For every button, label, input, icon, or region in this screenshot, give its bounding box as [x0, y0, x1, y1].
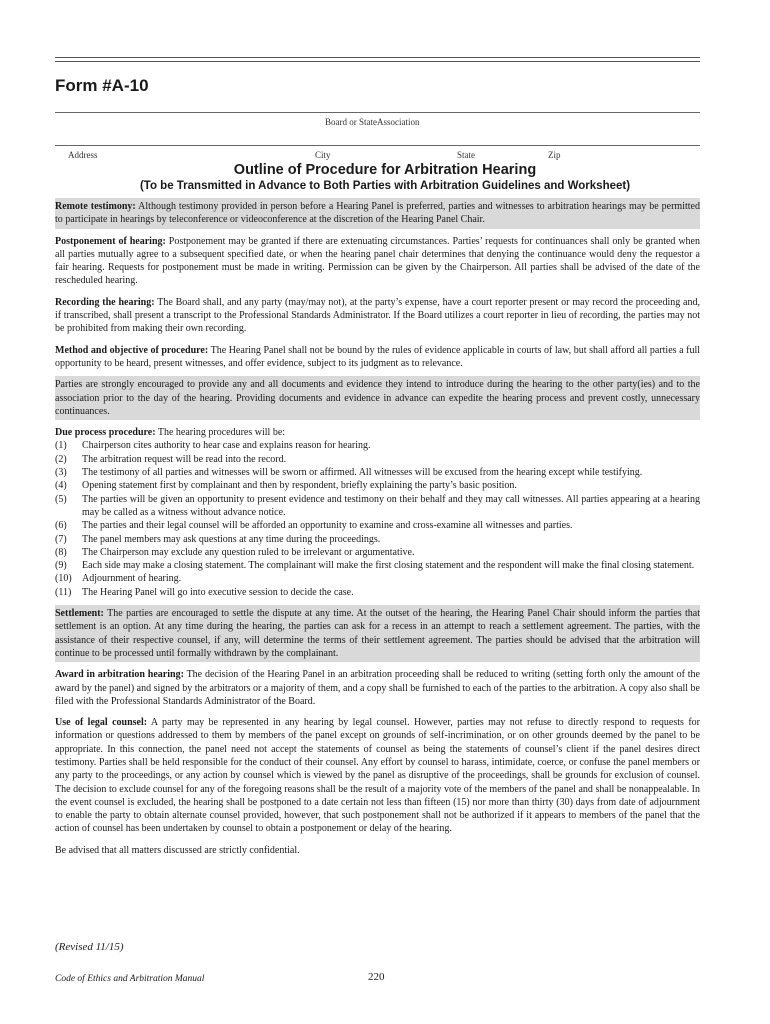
step-number: (8) — [55, 546, 67, 558]
recording-section — [55, 294, 700, 338]
address-field-label: Address — [68, 150, 98, 160]
main-title: Outline of Procedure for Arbitration Hearing — [233, 162, 537, 178]
settlement-text: The parties are encouraged to settle the dispute at any time. At the outset of the hearing, the Hearing Panel Chair should inform the parties that settlement is an option. At any time during the hearing, the parties can ask for a recess in an attempt to reach a settlement agreement. The parties, with the assistance of their respective counsel, if any, will determine the terms of their settlement agreement. The parties should be advised that the arbitration will continue to be processed until formally withdrawn by the complainant. — [55, 608, 700, 659]
step-number: (5) — [55, 493, 67, 505]
step-item — [55, 546, 700, 559]
method-heading: Method and objective of procedure: — [55, 344, 209, 356]
encourage-section — [55, 376, 700, 420]
step-item — [55, 439, 700, 452]
remote-testimony-section — [55, 198, 700, 229]
procedure-content — [55, 198, 700, 863]
board-field-label: Board or StateAssociation — [325, 117, 420, 127]
form-title: Form #A-10 — [55, 76, 149, 95]
method-text: The Hearing Panel shall not be bound by the rules of evidence applicable in courts of law, but shall afford all parties a full opportunity to be heard, present witnesses, and offer evidence, subject to its judgment as to relevance. — [55, 344, 700, 369]
city-field-label: City — [315, 150, 331, 160]
postponement-section — [55, 233, 700, 290]
award-heading: Award in arbitration hearing: — [55, 669, 184, 681]
step-item — [55, 453, 700, 466]
address-field-line[interactable] — [55, 145, 700, 146]
step-text: Opening statement first by complainant and then by respondent, briefly explaining the party’s basic position. — [82, 480, 517, 492]
step-number: (3) — [55, 467, 67, 479]
step-text: The parties and their legal counsel will be afforded an opportunity to examine and cross-examine all witnesses and parties. — [82, 520, 573, 532]
legal-counsel-section — [55, 714, 700, 838]
step-number: (6) — [55, 520, 67, 532]
confidential-section — [55, 842, 700, 859]
step-text: Each side may make a closing statement. The complainant will make the first closing statement and the respondent will make the final closing statement. — [82, 560, 695, 572]
due-process-steps — [55, 439, 700, 599]
confidential-text: Be advised that all matters discussed are strictly confidential. — [55, 844, 300, 856]
step-item — [55, 519, 700, 532]
step-number: (10) — [55, 573, 72, 585]
remote-testimony-text: Although testimony provided in person before a Hearing Panel is preferred, parties and witnesses to arbitration hearings may be permitted to participate in hearings by teleconference or videoconference at the discretion of the Hearing Panel Chair. — [55, 201, 700, 226]
method-section — [55, 342, 700, 373]
step-text: The arbitration request will be read into the record. — [82, 453, 287, 465]
award-section — [55, 666, 700, 710]
step-text: The panel members may ask questions at any time during the proceedings. — [82, 533, 381, 545]
manual-title: Code of Ethics and Arbitration Manual — [55, 974, 205, 984]
settlement-section — [55, 605, 700, 662]
page-number: 220 — [368, 971, 385, 983]
due-process-heading: Due process procedure: — [55, 427, 156, 439]
board-field-line[interactable] — [55, 112, 700, 113]
top-rule — [55, 57, 700, 58]
step-item — [55, 466, 700, 479]
step-number: (9) — [55, 560, 67, 572]
step-number: (2) — [55, 453, 67, 465]
remote-testimony-heading: Remote testimony: — [55, 201, 136, 212]
step-item — [55, 479, 700, 492]
due-process-text: The hearing procedures will be: — [155, 427, 286, 439]
settlement-heading: Settlement: — [55, 608, 104, 620]
step-text: The testimony of all parties and witnesses will be sworn or affirmed. All witnesses will be excused from the hearing except while testifying. — [82, 467, 643, 479]
step-number: (7) — [55, 533, 67, 545]
step-item — [55, 533, 700, 546]
step-text: The parties will be given an opportunity to present evidence and testimony on their behalf and they may call witnesses. All parties appearing at a hearing may be called as a witness without advance notice. — [82, 493, 700, 518]
encourage-text: Parties are strongly encouraged to provide any and all documents and evidence they intend to introduce during the hearing to the other party(ies) and to the association prior to the day of the hearing. Providing documents and evidence in advance can expedite the hearing process and prevent costly, unnecessary continuances. — [55, 379, 700, 417]
state-field-label: State — [457, 150, 475, 160]
step-item — [55, 559, 700, 572]
step-text: The Hearing Panel will go into executive session to decide the case. — [82, 586, 354, 598]
legal-counsel-text: A party may be represented in any hearing by legal counsel. However, parties may not refuse to directly respond to requests for information or questions addressed to them by members of the panel except on grounds of self-incrimination, or on other grounds deemed by the panel to be appropriate. In this connection, the panel need not accept the statements of counsel as being the statements of counsel’s client if the panel desires direct testimony. Parties shall be held responsible for the conduct of their counsel. Any effort by counsel to harass, intimidate, coerce, or confuse the panel members or any party to the proceedings, or any action by counsel which is viewed by the panel as disruptive of the proceedings, shall be grounds for exclusion of counsel. The decision to exclude counsel for any of the foregoing reasons shall be the result of a majority vote of the members of the panel and shall be nonappealable. In the event counsel is excluded, the hearing shall be postponed to a date certain not less than fifteen (15) nor more than thirty (30) days from date of adjournment to enable the party to obtain alternate counsel provided, however, that such postponement shall not be authorized if it appears to members of the panel that the action of counsel has been undertaken by counsel to obtain a postponement or delay of the hearing. — [55, 717, 700, 835]
recording-text: The Board shall, and any party (may/may not), at the party’s expense, have a court reporter present or may record the proceeding and, if transcribed, shall present a transcript to the Professional Standards Administrator. If the Board utilizes a court reporter in lieu of recording, the parties may not be prohibited from making their own recording. — [55, 296, 700, 335]
zip-field-label: Zip — [548, 150, 561, 160]
step-item — [55, 586, 700, 599]
postponement-text: Postponement may be granted if there are extenuating circumstances. Parties’ requests for continuances shall only be granted when all parties mutually agree to a subsequent specified date, or when the hearing panel chair determines that denying the continuance would deny the requestor a fair hearing. Requests for postponement must be made in writing. Permission can be given by the Chairperson. All parties shall be advised of the date of the rescheduled hearing. — [55, 235, 700, 287]
step-text: The Chairperson may exclude any question ruled to be irrelevant or argumentative. — [82, 546, 415, 558]
step-number: (1) — [55, 440, 67, 452]
step-item — [55, 572, 700, 585]
sub-title: (To be Transmitted in Advance to Both Parties with Arbitration Guidelines and Worksheet) — [139, 180, 631, 192]
step-number: (4) — [55, 480, 67, 492]
revision-note: (Revised 11/15) — [55, 941, 124, 953]
due-process-section — [55, 424, 700, 601]
award-text: The decision of the Hearing Panel in an arbitration proceeding shall be reduced to writing (setting forth only the amount of the award by the panel) and signed by the arbitrators or a majority of them, and a copy shall be furnished to each of the parties to the arbitration. A copy also shall be filed with the Professional Standards Administrator of the Board. — [55, 669, 701, 707]
step-number: (11) — [55, 586, 72, 598]
legal-counsel-heading: Use of legal counsel: — [55, 717, 148, 729]
step-text: Chairperson cites authority to hear case and explains reason for hearing. — [82, 440, 371, 452]
step-text: Adjournment of hearing. — [82, 573, 182, 585]
step-item — [55, 493, 700, 520]
recording-heading: Recording the hearing: — [55, 296, 155, 308]
postponement-heading: Postponement of hearing: — [55, 235, 166, 247]
top-rule-second — [55, 61, 700, 62]
